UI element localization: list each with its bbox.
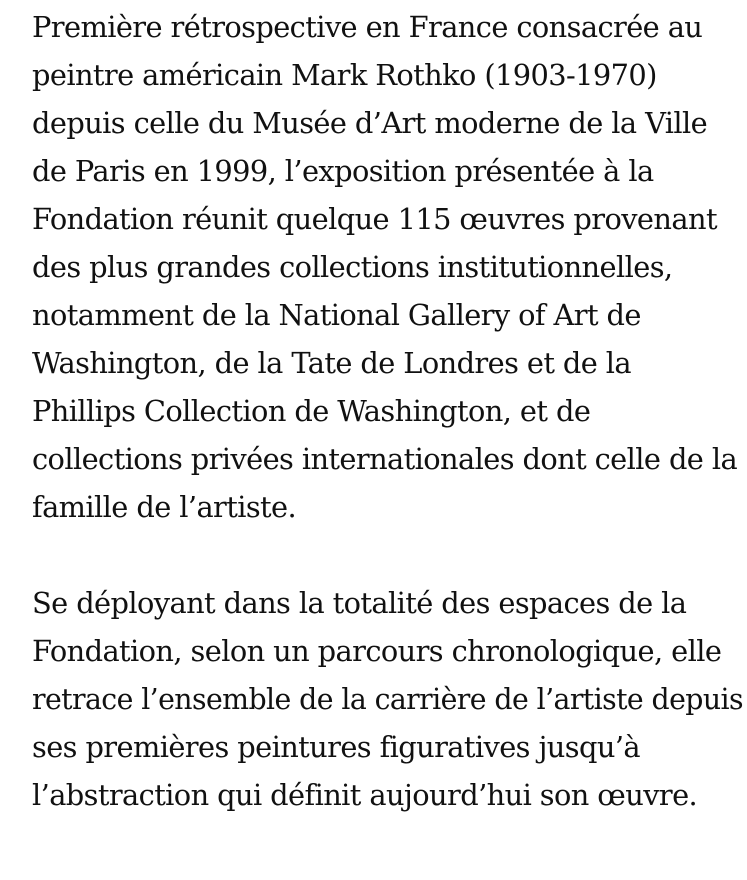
text-line: notamment de la National Gallery of Art de [32, 298, 641, 332]
text-line: retrace l’ensemble de la carrière de l’artiste depuis [32, 682, 743, 716]
text-line: Fondation réunit quelque 115 œuvres provenant [32, 202, 717, 236]
text-line: peintre américain Mark Rothko (1903-1970) [32, 58, 657, 92]
text-line: famille de l’artiste. [32, 490, 297, 524]
text-line: Se déployant dans la totalité des espaces de la [32, 586, 687, 620]
text-line: Fondation, selon un parcours chronologique, elle [32, 634, 722, 668]
text-line: de Paris en 1999, l’exposition présentée à la [32, 154, 654, 188]
text-line: Phillips Collection de Washington, et de [32, 394, 591, 428]
text-line: Washington, de la Tate de Londres et de la [32, 346, 632, 380]
paragraph-exhibition [32, 579, 747, 819]
text-line: l’abstraction qui définit aujourd’hui son œuvre. [32, 778, 698, 812]
text-line: collections privées internationales dont celle de la [32, 442, 738, 476]
text-line: depuis celle du Musée d’Art moderne de la Ville [32, 106, 708, 140]
text-line: ses premières peintures figuratives jusqu’à [32, 730, 641, 764]
text-line: Première rétrospective en France consacrée au [32, 10, 703, 44]
paragraph-intro [32, 3, 747, 531]
text-line: des plus grandes collections institutionnelles, [32, 250, 673, 284]
